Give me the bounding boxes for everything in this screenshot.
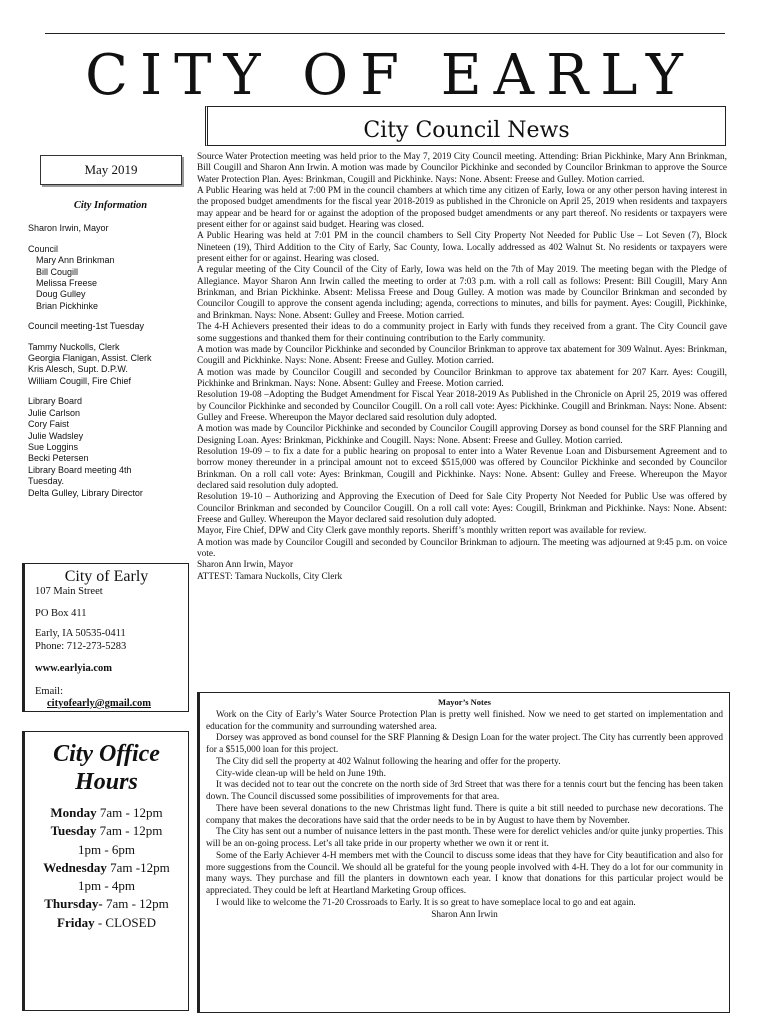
minutes-paragraph: A motion was made by Councilor Pickhinke and seconded by Councilor Brinkman to approve tax abatement for 309 Walnut. Ayes: Brinkman, Cougill and Pickhinke. Nays: None. Absent: Freese and Gulley. Motion carried. bbox=[197, 344, 727, 367]
minutes-paragraph: A regular meeting of the City Council of the City of Early, Iowa was held on the 7th of May 2019. The meeting began with the Pledge of Allegiance. Mayor Sharon Ann Irwin called the meeting to order at 7:03 p.m. with a roll call as follows: Present: Bill Cougill, Mary Ann Brinkman, and Brian Pickhinke. Absent: Melissa Freese and Doug Gulley. A motion was made by Councilor Brinkman and seconded by Councilor Cougill to approve the consent agenda including; agenda, corrections to minutes, and bills for payment. Ayes: Cougill, Pickhinke, and Brinkman. Nays: None. Absent: Gulley and Freese. Motion carried. bbox=[197, 265, 727, 321]
library-line: Library Board meeting 4th bbox=[28, 464, 132, 475]
minutes-paragraph: Sharon Ann Irwin, Mayor bbox=[197, 560, 294, 571]
city-information-sidebar bbox=[28, 200, 193, 499]
council-minutes bbox=[197, 152, 727, 583]
hours-day: Thursday- bbox=[44, 896, 103, 912]
hours-row bbox=[25, 895, 188, 913]
hours-time: 1pm - 4pm bbox=[77, 878, 136, 894]
staff-member: Kris Alesch, Supt. D.P.W. bbox=[28, 364, 128, 375]
hours-row bbox=[25, 804, 188, 822]
hours-time: 7am - 12pm bbox=[102, 896, 169, 912]
minutes-paragraph: A Public Hearing was held at 7:00 PM in the council chambers at which time any citizen of Early, Iowa or any other person having interest in the proposed budget amendments for the fiscal year 2018-2019 as published in the Chronicle on April 25, 2019 when residents and taxpayers may appear and be heard for or against the adoption of the proposed budget amendments or any part thereof. No residents or taxpayers were present either for or against said budget. Hearing was closed. bbox=[197, 186, 727, 231]
notes-paragraph: There have been several donations to the new Christmas light fund. There is quite a bit still needed to purchase new decorations. The company that makes the decorations have said that the order needs to be in by August to have them by November. bbox=[206, 803, 723, 826]
library-line: Becki Petersen bbox=[28, 453, 89, 464]
hours-row bbox=[25, 877, 188, 895]
library-line: Tuesday. bbox=[28, 476, 65, 487]
notes-paragraph: Some of the Early Achiever 4-H members met with the Council to discuss some ideas that they have for City beautification and also for more suggestions from the Council. We should all be grateful for the young people involved with 4-H. They do a lot for our community in many ways. They purchase and fill the planters in downtown each year. I know that donations for this particular project would be appreciated. They could be left at Heartland Marketing Group offices. bbox=[206, 850, 723, 896]
library-line: Cory Faist bbox=[28, 419, 70, 430]
website-link[interactable]: www.earlyia.com bbox=[35, 663, 112, 674]
street-address: 107 Main Street bbox=[35, 586, 103, 597]
top-rule bbox=[45, 33, 725, 34]
hours-time: - CLOSED bbox=[94, 914, 156, 930]
staff-member: Georgia Flanigan, Assist. Clerk bbox=[28, 353, 152, 364]
hours-time: 7am - 12pm bbox=[96, 805, 163, 820]
hours-row bbox=[25, 841, 188, 859]
minutes-paragraph: The 4-H Achievers presented their ideas to do a community project in Early with funds they received from a grant. The City Council gave some suggestions and thanked them for their continuing contribution to the Early community. bbox=[197, 322, 727, 344]
hours-row bbox=[25, 914, 188, 932]
staff-member: Tammy Nuckolls, Clerk bbox=[28, 341, 120, 352]
notes-paragraph: Dorsey was approved as bond counsel for the SRF Planning & Design Loan for the water project. The City has currently been approved for a $515,000 loan for this project. bbox=[206, 733, 723, 755]
notes-paragraph: The City did sell the property at 402 Walnut following the hearing and offer for the property. bbox=[216, 756, 561, 767]
phone-number: Phone: 712-273-5283 bbox=[35, 640, 127, 652]
library-line: Sue Loggins bbox=[28, 441, 79, 452]
staff-member: William Cougill, Fire Chief bbox=[28, 375, 132, 386]
hours-time: 7am -12pm bbox=[106, 859, 170, 875]
notes-paragraph: Work on the City of Early’s Water Source Protection Plan is pretty well finished. Now we need to get started on implementation and education for the community and surrounding watershed area. bbox=[206, 709, 723, 732]
council-member: Doug Gulley bbox=[36, 289, 86, 300]
hours-row bbox=[25, 822, 188, 840]
council-member: Melissa Freese bbox=[36, 278, 98, 289]
notes-paragraph: It was decided not to tear out the concrete on the north side of 3rd Street that was there for a tennis court but the fencing has been taken down. The Council discussed some possibilities of improvements for that area. bbox=[206, 780, 723, 802]
mayor-line: Sharon Irwin, Mayor bbox=[28, 223, 109, 234]
library-line: Delta Gulley, Library Director bbox=[28, 487, 143, 498]
mayors-notes-box bbox=[197, 692, 730, 1013]
library-line: Julie Wadsley bbox=[28, 430, 84, 441]
hours-day: Tuesday bbox=[50, 823, 97, 839]
sidebar-heading: City Information bbox=[73, 200, 148, 211]
hours-day: Wednesday bbox=[43, 859, 107, 875]
notes-paragraph: The City has sent out a number of nuisance letters in the past month. These were for derelict vehicles and/or quite junky properties. This will be an on-going process. Let’s all take pride in our property whether we own it or rent it. bbox=[206, 827, 723, 849]
minutes-paragraph: A motion was made by Councilor Cougill and seconded by Councilor Brinkman to approve tax abatement for 207 Karr. Ayes: Cougill, Pickhinke and Brinkman. Nays: None. Absent: Gulley and Freese. Motion carried. bbox=[197, 367, 727, 389]
hours-time: 7am - 12pm bbox=[96, 823, 163, 839]
council-member: Brian Pickhinke bbox=[36, 300, 99, 311]
hours-title-line1: City Office bbox=[53, 741, 160, 767]
email-link[interactable]: cityofearly@gmail.com bbox=[47, 698, 151, 709]
minutes-paragraph: A Public Hearing was held at 7:01 PM in the council chambers to Sell City Property Not Needed for Public Use – Lot Seven (7), Block Nineteen (19), Third Addition to the City of Early, Sac County, Iowa. Locally addressed as 402 Walnut St. No residents or taxpayers were present either for or against. Hearing was closed. bbox=[197, 231, 727, 265]
minutes-paragraph: Resolution 19-08 –Adopting the Budget Amendment for Fiscal Year 2018-2019 As Published in the Chronicle on April 25, 2019 was offered by Councilor Pickhinke and seconded by Councilor Cougill. On a roll call vote: Ayes: Pickhinke. Cougill and Brinkman. Nays: None. Absent: Gulley and Freese. Whereupon the Mayor declared said resolution duly adopted. bbox=[197, 390, 727, 423]
minutes-paragraph: A motion was made by Councilor Cougill and seconded by Councilor Brinkman to adjourn. The meeting was adjourned at 9:45 p.m. on voice vote. bbox=[197, 537, 727, 560]
council-meeting-info: Council meeting-1st Tuesday bbox=[28, 321, 145, 332]
notes-paragraph: City-wide clean-up will be held on June 19th. bbox=[216, 768, 386, 779]
minutes-paragraph: A motion was made by Councilor Pickhinke and seconded by Councilor Cougill approving Dorsey as bond counsel for the SRF Planning and Designing Loan. Ayes: Brinkman, Pickhinke and Cougill. Nays: None. Absent: Freese and Gulley. Motion carried. bbox=[197, 424, 727, 446]
council-label: Council bbox=[28, 243, 59, 254]
notes-paragraph: I would like to welcome the 71-20 Crossroads to Early. It is so great to have someplace local to go and eat again. bbox=[216, 897, 636, 908]
hours-row bbox=[25, 859, 188, 877]
minutes-paragraph: ATTEST: Tamara Nuckolls, City Clerk bbox=[197, 571, 343, 582]
hours-day: Friday bbox=[57, 914, 95, 930]
news-banner-title: City Council News bbox=[363, 118, 570, 143]
masthead-title: CITY OF EARLY bbox=[85, 43, 695, 108]
contact-box bbox=[22, 563, 189, 712]
office-hours-box bbox=[22, 731, 189, 1011]
library-line: Julie Carlson bbox=[28, 407, 81, 418]
city-state-zip: Early, IA 50535-0411 bbox=[35, 628, 126, 639]
council-member: Mary Ann Brinkman bbox=[36, 255, 115, 266]
po-box: PO Box 411 bbox=[35, 607, 87, 619]
hours-day: Monday bbox=[50, 805, 97, 820]
news-banner bbox=[205, 106, 726, 146]
minutes-paragraph: Resolution 19-09 – to fix a date for a public hearing on proposal to enter into a Water Revenue Loan and Disbursement Agreement and to borrow money thereunder in a principal amount not to exceed $515,000 was offered by Councilor Pickhinke and seconded by Councilor Brinkman. On a roll call vote: Ayes: Brinkman, Cougill and Pickhinke. Nays: None. Absent: Gulley and Freese. Whereupon the Mayor declared said resolution duly adopted. bbox=[197, 446, 727, 491]
minutes-paragraph: Source Water Protection meeting was held prior to the May 7, 2019 City Council meeting. Attending: Brian Pickhinke, Mary Ann Brinkman, Bill Cougill and Sharon Ann Irwin. A motion was made by Councilor Pickhinke and seconded by Councilor Brinkman to approve the Source Water Protection Plan. Ayes: Brinkman, Cougill and Pickhinke. Nays: None. Absent: Freese and Gulley. Motion carried. bbox=[197, 152, 727, 185]
mayors-notes-title: Mayor’s Notes bbox=[438, 697, 491, 707]
hours-title-line2: Hours bbox=[75, 769, 138, 795]
council-member: Bill Cougill bbox=[36, 266, 79, 277]
minutes-paragraph: Mayor, Fire Chief, DPW and City Clerk gave monthly reports. Sheriff’s monthly written report was available for review. bbox=[197, 526, 647, 537]
library-line: Library Board bbox=[28, 396, 83, 407]
email-label: Email: bbox=[35, 685, 63, 697]
hours-time: 1pm - 6pm bbox=[77, 841, 136, 857]
minutes-paragraph: Resolution 19-10 – Authorizing and Approving the Execution of Deed for Sale City Property Not Needed for Public Use was offered by Councilor Brinkman and seconded by Councilor Cougill. On a roll call vote: Ayes: Cougill, Brinkman and Pickhinke. Nays: None. Absent: Freese and Gulley. Whereupon the Mayor declared said resolution duly adopted. bbox=[197, 492, 727, 525]
contact-title: City of Early bbox=[64, 568, 149, 585]
issue-date: May 2019 bbox=[40, 155, 182, 185]
notes-signature: Sharon Ann Irwin bbox=[431, 909, 498, 920]
